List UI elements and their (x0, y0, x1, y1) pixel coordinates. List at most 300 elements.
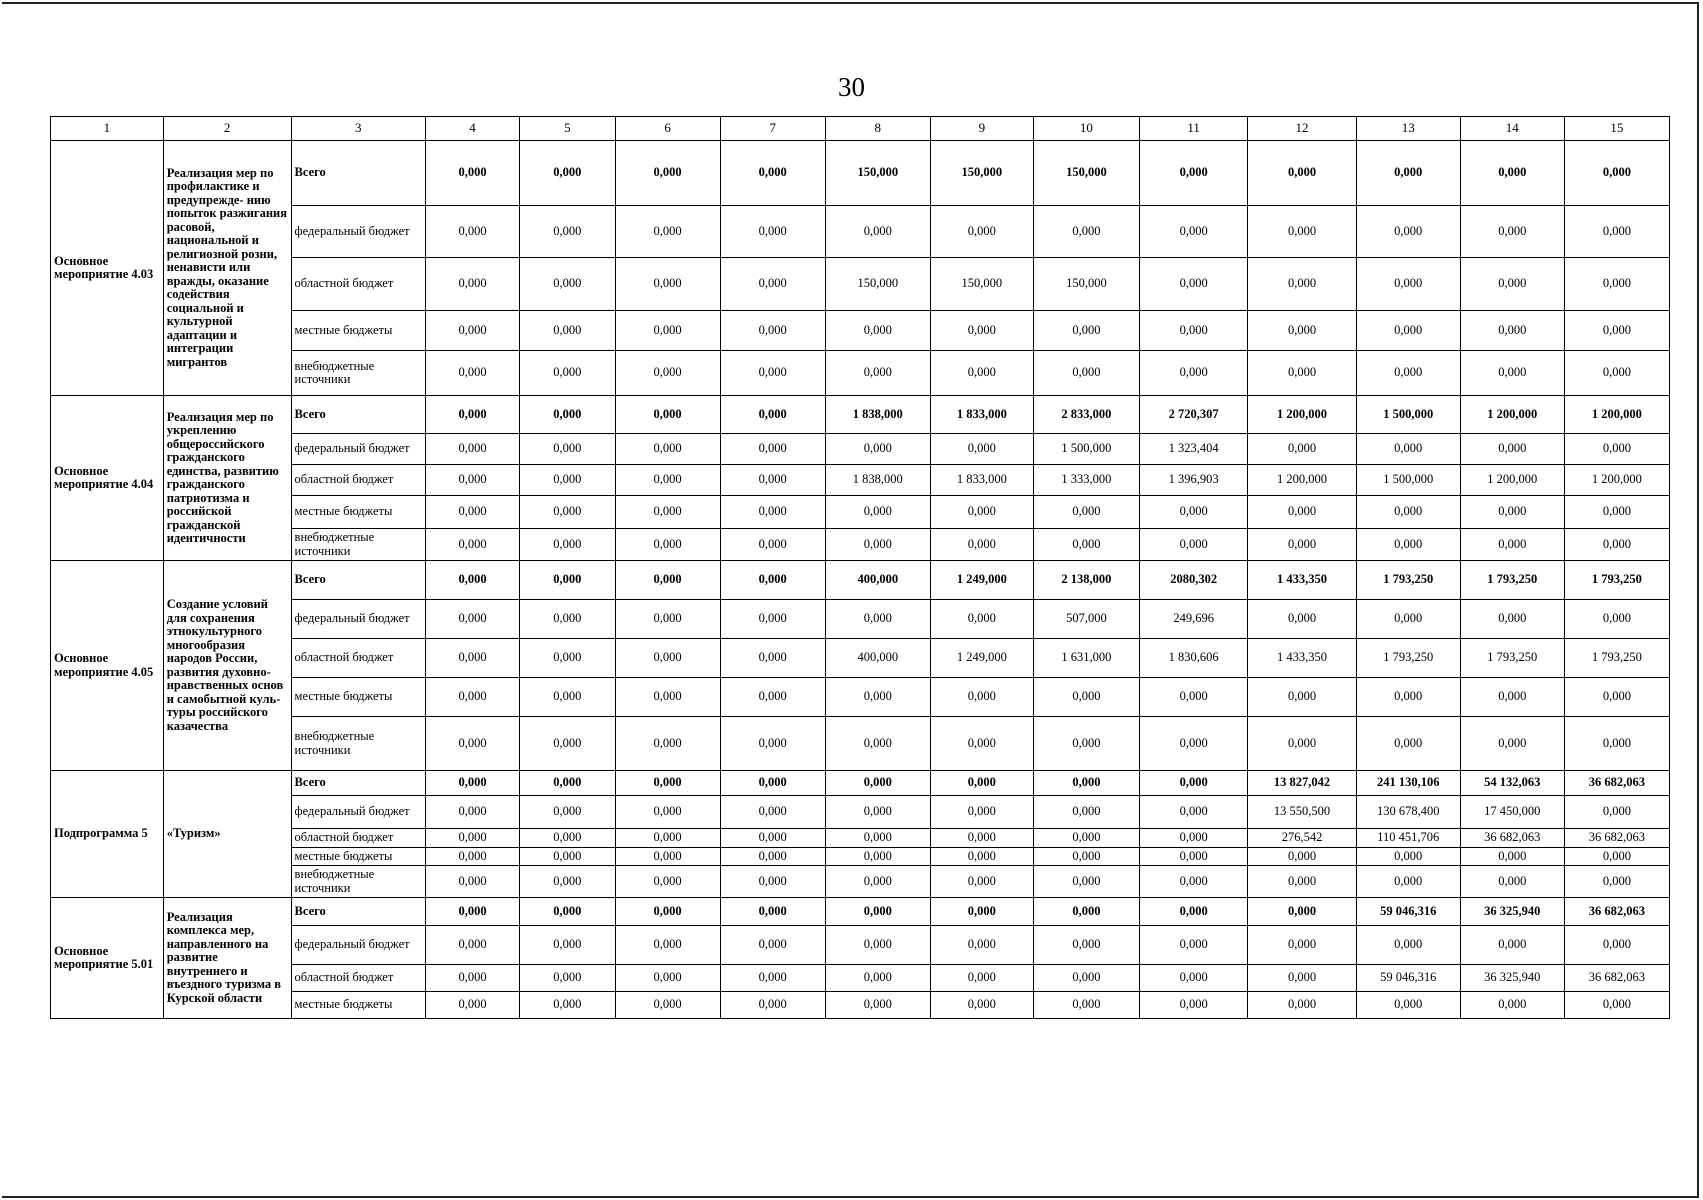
amount-cell: 0,000 (1139, 717, 1247, 771)
table-row (51, 771, 1670, 796)
column-header: 15 (1564, 117, 1669, 141)
amount-cell: 0,000 (1248, 258, 1356, 311)
amount-cell: 1 500,000 (1033, 434, 1139, 465)
amount-cell: 0,000 (1139, 771, 1247, 796)
amount-cell: 0,000 (720, 206, 825, 258)
amount-cell: 0,000 (1139, 898, 1247, 926)
amount-cell: 1 793,250 (1356, 561, 1460, 600)
funding-source: Всего (291, 771, 425, 796)
amount-cell: 0,000 (720, 396, 825, 434)
amount-cell: 0,000 (615, 829, 720, 848)
amount-cell: 0,000 (425, 206, 519, 258)
amount-cell: 13 550,500 (1248, 796, 1356, 829)
amount-cell: 0,000 (615, 206, 720, 258)
amount-cell: 0,000 (1139, 258, 1247, 311)
amount-cell: 0,000 (1460, 992, 1564, 1019)
amount-cell: 0,000 (720, 866, 825, 898)
amount-cell: 0,000 (825, 600, 930, 639)
amount-cell: 0,000 (1460, 529, 1564, 561)
amount-cell: 0,000 (1139, 926, 1247, 965)
amount-cell: 36 682,063 (1564, 829, 1669, 848)
amount-cell: 1 433,350 (1248, 639, 1356, 678)
amount-cell: 0,000 (425, 965, 519, 992)
amount-cell: 0,000 (1564, 351, 1669, 396)
amount-cell: 0,000 (615, 496, 720, 529)
amount-cell: 0,000 (1564, 434, 1669, 465)
amount-cell: 0,000 (1356, 717, 1460, 771)
column-header: 2 (163, 117, 291, 141)
amount-cell: 0,000 (1248, 206, 1356, 258)
amount-cell: 0,000 (1248, 866, 1356, 898)
amount-cell: 0,000 (520, 561, 615, 600)
funding-source: областной бюджет (291, 965, 425, 992)
amount-cell: 2080,302 (1139, 561, 1247, 600)
amount-cell: 0,000 (1356, 434, 1460, 465)
amount-cell: 0,000 (930, 351, 1033, 396)
activity-name: Реализация мер по укреплению общероссийского гражданского единства, развитию гражданского патриотизма и российской гражданской идентичности (163, 396, 291, 561)
amount-cell: 0,000 (1033, 206, 1139, 258)
activity-name: Реализация комплекса мер, направленного на развитие внутреннего и въездного туризма в Курской области (163, 898, 291, 1019)
funding-source: Всего (291, 898, 425, 926)
amount-cell: 0,000 (425, 678, 519, 717)
amount-cell: 0,000 (520, 639, 615, 678)
amount-cell: 0,000 (520, 141, 615, 206)
amount-cell: 0,000 (425, 396, 519, 434)
amount-cell: 0,000 (1356, 847, 1460, 866)
table-row (51, 992, 1670, 1019)
amount-cell: 1 249,000 (930, 561, 1033, 600)
amount-cell: 0,000 (615, 258, 720, 311)
table-row (51, 829, 1670, 848)
amount-cell: 0,000 (1248, 141, 1356, 206)
amount-cell: 0,000 (425, 866, 519, 898)
amount-cell: 1 830,606 (1139, 639, 1247, 678)
amount-cell: 0,000 (425, 829, 519, 848)
amount-cell: 0,000 (1248, 351, 1356, 396)
amount-cell: 0,000 (615, 717, 720, 771)
amount-cell: 1 793,250 (1356, 639, 1460, 678)
amount-cell: 1 333,000 (1033, 465, 1139, 496)
amount-cell: 0,000 (930, 717, 1033, 771)
amount-cell: 0,000 (615, 141, 720, 206)
table-row (51, 141, 1670, 206)
amount-cell: 1 838,000 (825, 396, 930, 434)
amount-cell: 1 433,350 (1248, 561, 1356, 600)
amount-cell: 0,000 (1564, 600, 1669, 639)
amount-cell: 0,000 (930, 678, 1033, 717)
amount-cell: 0,000 (720, 351, 825, 396)
amount-cell: 249,696 (1139, 600, 1247, 639)
amount-cell: 0,000 (425, 434, 519, 465)
activity-name: Реализация мер по профилактике и предупрежде- нию попыток разжигания расовой, национальной и религиозной розни, ненависти или вражды, оказание содействия социальной и культурной адаптации и интеграции мигрантов (163, 141, 291, 396)
amount-cell: 0,000 (1356, 926, 1460, 965)
amount-cell: 0,000 (615, 396, 720, 434)
funding-source: местные бюджеты (291, 678, 425, 717)
amount-cell: 0,000 (425, 351, 519, 396)
amount-cell: 0,000 (425, 561, 519, 600)
amount-cell: 0,000 (825, 529, 930, 561)
amount-cell: 0,000 (720, 829, 825, 848)
column-header: 9 (930, 117, 1033, 141)
amount-cell: 0,000 (930, 926, 1033, 965)
amount-cell: 0,000 (1564, 847, 1669, 866)
amount-cell: 36 682,063 (1564, 965, 1669, 992)
amount-cell: 0,000 (930, 600, 1033, 639)
amount-cell: 0,000 (930, 847, 1033, 866)
amount-cell: 0,000 (1564, 926, 1669, 965)
amount-cell: 0,000 (1356, 992, 1460, 1019)
funding-source: внебюджетные источники (291, 529, 425, 561)
funding-source: федеральный бюджет (291, 600, 425, 639)
amount-cell: 17 450,000 (1460, 796, 1564, 829)
amount-cell: 0,000 (720, 465, 825, 496)
amount-cell: 0,000 (520, 926, 615, 965)
amount-cell: 0,000 (720, 141, 825, 206)
amount-cell: 0,000 (930, 898, 1033, 926)
amount-cell: 0,000 (425, 898, 519, 926)
amount-cell: 0,000 (1248, 926, 1356, 965)
table-row (51, 847, 1670, 866)
column-header: 3 (291, 117, 425, 141)
amount-cell: 0,000 (1248, 678, 1356, 717)
activity-code: Подпрограмма 5 (51, 771, 164, 898)
amount-cell: 0,000 (615, 965, 720, 992)
funding-source: внебюджетные источники (291, 866, 425, 898)
amount-cell: 0,000 (1033, 678, 1139, 717)
amount-cell: 59 046,316 (1356, 898, 1460, 926)
amount-cell: 1 323,404 (1139, 434, 1247, 465)
amount-cell: 0,000 (425, 926, 519, 965)
table-row (51, 639, 1670, 678)
amount-cell: 0,000 (425, 992, 519, 1019)
amount-cell: 0,000 (720, 717, 825, 771)
activity-code: Основное мероприятие 5.01 (51, 898, 164, 1019)
amount-cell: 0,000 (615, 992, 720, 1019)
amount-cell: 0,000 (825, 311, 930, 351)
amount-cell: 2 138,000 (1033, 561, 1139, 600)
amount-cell: 0,000 (615, 847, 720, 866)
column-header: 11 (1139, 117, 1247, 141)
funding-source: Всего (291, 561, 425, 600)
table-row (51, 898, 1670, 926)
amount-cell: 0,000 (1248, 992, 1356, 1019)
amount-cell: 400,000 (825, 561, 930, 600)
amount-cell: 0,000 (825, 965, 930, 992)
amount-cell: 0,000 (1460, 258, 1564, 311)
table-row (51, 600, 1670, 639)
amount-cell: 0,000 (1139, 866, 1247, 898)
funding-source: внебюджетные источники (291, 351, 425, 396)
amount-cell: 0,000 (930, 771, 1033, 796)
amount-cell: 0,000 (1248, 847, 1356, 866)
amount-cell: 13 827,042 (1248, 771, 1356, 796)
amount-cell: 150,000 (825, 258, 930, 311)
amount-cell: 150,000 (930, 141, 1033, 206)
funding-source: федеральный бюджет (291, 796, 425, 829)
amount-cell: 130 678,400 (1356, 796, 1460, 829)
amount-cell: 0,000 (1460, 866, 1564, 898)
amount-cell: 54 132,063 (1460, 771, 1564, 796)
amount-cell: 0,000 (825, 351, 930, 396)
amount-cell: 0,000 (1460, 496, 1564, 529)
amount-cell: 0,000 (615, 529, 720, 561)
amount-cell: 36 682,063 (1564, 771, 1669, 796)
amount-cell: 0,000 (1033, 529, 1139, 561)
amount-cell: 0,000 (615, 434, 720, 465)
table-row (51, 465, 1670, 496)
amount-cell: 0,000 (930, 992, 1033, 1019)
amount-cell: 0,000 (1139, 529, 1247, 561)
amount-cell: 0,000 (520, 965, 615, 992)
amount-cell: 0,000 (1139, 847, 1247, 866)
amount-cell: 0,000 (1033, 829, 1139, 848)
amount-cell: 0,000 (720, 926, 825, 965)
amount-cell: 1 500,000 (1356, 396, 1460, 434)
amount-cell: 0,000 (425, 258, 519, 311)
amount-cell: 0,000 (1139, 965, 1247, 992)
budget-table (50, 116, 1670, 1019)
column-header: 6 (615, 117, 720, 141)
amount-cell: 0,000 (425, 847, 519, 866)
amount-cell: 0,000 (1460, 678, 1564, 717)
amount-cell: 0,000 (1033, 496, 1139, 529)
amount-cell: 0,000 (720, 898, 825, 926)
funding-source: местные бюджеты (291, 311, 425, 351)
amount-cell: 0,000 (520, 847, 615, 866)
amount-cell: 0,000 (1356, 529, 1460, 561)
table-row (51, 206, 1670, 258)
amount-cell: 0,000 (1356, 496, 1460, 529)
table-row (51, 258, 1670, 311)
amount-cell: 0,000 (1460, 351, 1564, 396)
amount-cell: 0,000 (1033, 771, 1139, 796)
funding-source: внебюджетные источники (291, 717, 425, 771)
amount-cell: 1 833,000 (930, 396, 1033, 434)
amount-cell: 0,000 (1033, 796, 1139, 829)
amount-cell: 0,000 (520, 258, 615, 311)
amount-cell: 0,000 (1356, 258, 1460, 311)
funding-source: местные бюджеты (291, 847, 425, 866)
amount-cell: 0,000 (720, 529, 825, 561)
amount-cell: 0,000 (1033, 311, 1139, 351)
amount-cell: 0,000 (1460, 847, 1564, 866)
table-row (51, 311, 1670, 351)
amount-cell: 0,000 (425, 311, 519, 351)
column-header: 4 (425, 117, 519, 141)
table-row (51, 529, 1670, 561)
amount-cell: 0,000 (825, 771, 930, 796)
amount-cell: 0,000 (1139, 992, 1247, 1019)
amount-cell: 0,000 (520, 465, 615, 496)
table-row (51, 965, 1670, 992)
amount-cell: 0,000 (1564, 866, 1669, 898)
amount-cell: 0,000 (825, 866, 930, 898)
table-row (51, 678, 1670, 717)
amount-cell: 0,000 (720, 771, 825, 796)
funding-source: местные бюджеты (291, 496, 425, 529)
amount-cell: 1 200,000 (1564, 396, 1669, 434)
amount-cell: 0,000 (720, 600, 825, 639)
amount-cell: 0,000 (520, 396, 615, 434)
amount-cell: 150,000 (825, 141, 930, 206)
amount-cell: 0,000 (1564, 206, 1669, 258)
amount-cell: 0,000 (930, 529, 1033, 561)
amount-cell: 0,000 (520, 829, 615, 848)
activity-code: Основное мероприятие 4.05 (51, 561, 164, 771)
amount-cell: 0,000 (520, 529, 615, 561)
amount-cell: 110 451,706 (1356, 829, 1460, 848)
amount-cell: 507,000 (1033, 600, 1139, 639)
amount-cell: 0,000 (930, 965, 1033, 992)
amount-cell: 0,000 (1564, 678, 1669, 717)
funding-source: областной бюджет (291, 465, 425, 496)
amount-cell: 0,000 (1248, 529, 1356, 561)
amount-cell: 0,000 (520, 678, 615, 717)
amount-cell: 0,000 (615, 771, 720, 796)
amount-cell: 0,000 (1564, 311, 1669, 351)
amount-cell: 0,000 (1248, 311, 1356, 351)
amount-cell: 1 793,250 (1564, 639, 1669, 678)
amount-cell: 0,000 (1356, 141, 1460, 206)
amount-cell: 0,000 (720, 992, 825, 1019)
amount-cell: 1 249,000 (930, 639, 1033, 678)
table-row (51, 396, 1670, 434)
amount-cell: 0,000 (825, 847, 930, 866)
amount-cell: 0,000 (425, 141, 519, 206)
amount-cell: 0,000 (520, 600, 615, 639)
funding-source: федеральный бюджет (291, 206, 425, 258)
amount-cell: 0,000 (520, 717, 615, 771)
activity-name: «Туризм» (163, 771, 291, 898)
amount-cell: 0,000 (1248, 434, 1356, 465)
amount-cell: 1 793,250 (1460, 561, 1564, 600)
amount-cell: 0,000 (615, 866, 720, 898)
amount-cell: 0,000 (825, 678, 930, 717)
amount-cell: 0,000 (520, 866, 615, 898)
amount-cell: 0,000 (615, 351, 720, 396)
activity-code: Основное мероприятие 4.03 (51, 141, 164, 396)
amount-cell: 0,000 (425, 465, 519, 496)
amount-cell: 0,000 (520, 311, 615, 351)
amount-cell: 0,000 (1356, 678, 1460, 717)
amount-cell: 276,542 (1248, 829, 1356, 848)
amount-cell: 0,000 (1033, 847, 1139, 866)
amount-cell: 0,000 (1460, 434, 1564, 465)
amount-cell: 0,000 (930, 866, 1033, 898)
amount-cell: 0,000 (825, 829, 930, 848)
amount-cell: 1 200,000 (1564, 465, 1669, 496)
amount-cell: 150,000 (930, 258, 1033, 311)
amount-cell: 0,000 (1248, 898, 1356, 926)
amount-cell: 0,000 (1139, 829, 1247, 848)
amount-cell: 0,000 (1033, 866, 1139, 898)
amount-cell: 0,000 (720, 965, 825, 992)
table-row (51, 866, 1670, 898)
amount-cell: 2 720,307 (1139, 396, 1247, 434)
table-row (51, 926, 1670, 965)
amount-cell: 0,000 (520, 206, 615, 258)
amount-cell: 0,000 (1248, 600, 1356, 639)
amount-cell: 0,000 (1139, 351, 1247, 396)
amount-cell: 0,000 (1033, 992, 1139, 1019)
amount-cell: 0,000 (425, 496, 519, 529)
amount-cell: 0,000 (520, 434, 615, 465)
column-header: 10 (1033, 117, 1139, 141)
amount-cell: 1 500,000 (1356, 465, 1460, 496)
amount-cell: 36 682,063 (1460, 829, 1564, 848)
amount-cell: 0,000 (615, 796, 720, 829)
amount-cell: 1 200,000 (1248, 396, 1356, 434)
table-row (51, 561, 1670, 600)
column-header: 5 (520, 117, 615, 141)
amount-cell: 0,000 (425, 529, 519, 561)
amount-cell: 0,000 (520, 351, 615, 396)
page-number: 30 (838, 72, 865, 102)
amount-cell: 400,000 (825, 639, 930, 678)
amount-cell: 0,000 (1460, 141, 1564, 206)
amount-cell: 0,000 (825, 717, 930, 771)
amount-cell: 0,000 (425, 600, 519, 639)
amount-cell: 0,000 (1248, 965, 1356, 992)
amount-cell: 1 833,000 (930, 465, 1033, 496)
amount-cell: 0,000 (930, 496, 1033, 529)
amount-cell: 1 631,000 (1033, 639, 1139, 678)
amount-cell: 0,000 (1139, 206, 1247, 258)
amount-cell: 0,000 (1356, 206, 1460, 258)
amount-cell: 0,000 (1460, 206, 1564, 258)
amount-cell: 0,000 (1564, 992, 1669, 1019)
amount-cell: 0,000 (520, 771, 615, 796)
amount-cell: 0,000 (520, 796, 615, 829)
amount-cell: 0,000 (1460, 311, 1564, 351)
amount-cell: 0,000 (615, 311, 720, 351)
amount-cell: 0,000 (425, 771, 519, 796)
activity-name: Создание условий для сохранения этнокультурного многообразия народов России, развития духовно- нравственных основ и самобытной куль- туры российского казачества (163, 561, 291, 771)
funding-source: Всего (291, 141, 425, 206)
amount-cell: 0,000 (425, 717, 519, 771)
column-header: 7 (720, 117, 825, 141)
amount-cell: 0,000 (425, 639, 519, 678)
amount-cell: 0,000 (615, 898, 720, 926)
amount-cell: 0,000 (825, 898, 930, 926)
amount-cell: 1 838,000 (825, 465, 930, 496)
amount-cell: 0,000 (1356, 866, 1460, 898)
amount-cell: 0,000 (825, 434, 930, 465)
table-row (51, 717, 1670, 771)
amount-cell: 0,000 (825, 496, 930, 529)
funding-source: местные бюджеты (291, 992, 425, 1019)
column-header: 12 (1248, 117, 1356, 141)
amount-cell: 0,000 (615, 465, 720, 496)
amount-cell: 0,000 (720, 639, 825, 678)
amount-cell: 0,000 (520, 898, 615, 926)
table-row (51, 434, 1670, 465)
amount-cell: 2 833,000 (1033, 396, 1139, 434)
activity-code: Основное мероприятие 4.04 (51, 396, 164, 561)
amount-cell: 0,000 (615, 926, 720, 965)
amount-cell: 0,000 (1564, 141, 1669, 206)
amount-cell: 1 793,250 (1460, 639, 1564, 678)
amount-cell: 0,000 (615, 600, 720, 639)
amount-cell: 0,000 (615, 639, 720, 678)
amount-cell: 0,000 (720, 678, 825, 717)
amount-cell: 0,000 (1564, 529, 1669, 561)
amount-cell: 0,000 (720, 258, 825, 311)
amount-cell: 0,000 (720, 434, 825, 465)
header-row (51, 117, 1670, 141)
amount-cell: 0,000 (1564, 796, 1669, 829)
amount-cell: 36 325,940 (1460, 898, 1564, 926)
